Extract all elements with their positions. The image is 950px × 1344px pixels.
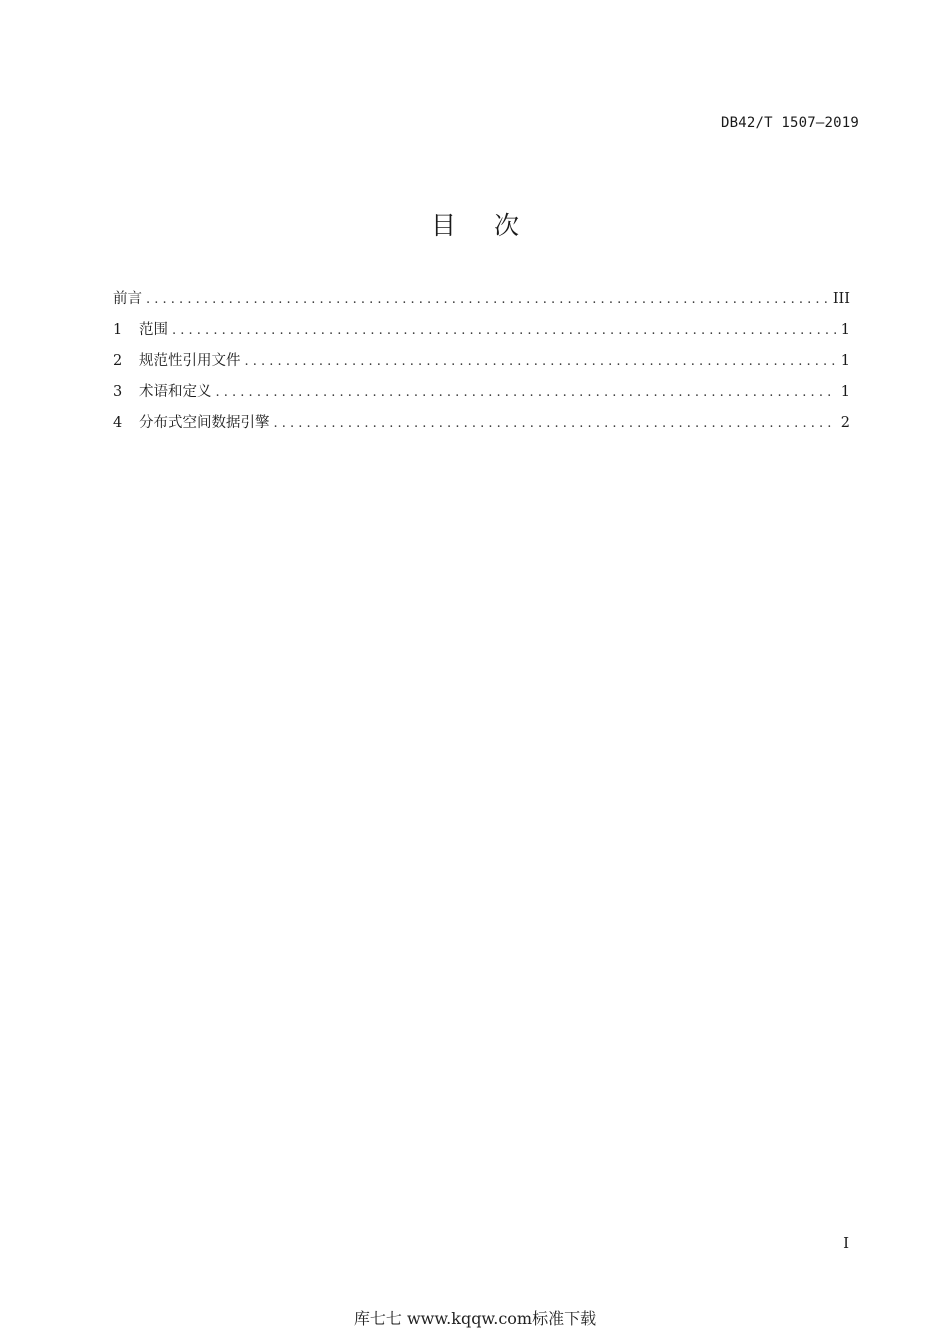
toc-entry-number: 4 <box>113 415 123 431</box>
toc-entry-page: III <box>832 291 850 307</box>
document-code: DB42/T 1507—2019 <box>720 115 859 131</box>
toc-leader-dots <box>245 354 837 369</box>
toc-entry-page: 2 <box>840 415 850 431</box>
toc-entry-label: 范围 <box>139 322 168 338</box>
toc-entry-number: 1 <box>113 322 123 338</box>
toc-entry-number: 3 <box>113 384 123 400</box>
toc-title <box>0 206 950 242</box>
toc-entry-terms-definitions[interactable] <box>113 380 850 411</box>
toc-entry-label: 分布式空间数据引擎 <box>139 415 270 431</box>
toc-entry-normative-references[interactable] <box>113 349 850 380</box>
toc-title-part1: 目 <box>430 211 456 240</box>
toc-leader-dots <box>146 292 829 307</box>
toc-entry-page: 1 <box>840 384 850 400</box>
toc-list <box>113 287 850 442</box>
toc-entry-page: 1 <box>840 322 850 338</box>
toc-leader-dots <box>172 323 836 338</box>
footer-watermark: 库七七 www.kqqw.com标准下载 <box>353 1309 597 1328</box>
toc-entry-page: 1 <box>840 353 850 369</box>
page-number: I <box>843 1234 849 1252</box>
toc-title-part2: 次 <box>494 211 520 240</box>
toc-entry-foreword[interactable] <box>113 287 850 318</box>
toc-entry-scope[interactable] <box>113 318 850 349</box>
toc-entry-label: 前言 <box>113 291 142 307</box>
toc-leader-dots <box>274 416 837 431</box>
toc-entry-spatial-data-engine[interactable] <box>113 411 850 442</box>
toc-entry-label: 术语和定义 <box>139 384 212 400</box>
toc-leader-dots <box>216 385 837 400</box>
toc-entry-number: 2 <box>113 353 123 369</box>
toc-entry-label: 规范性引用文件 <box>139 353 241 369</box>
